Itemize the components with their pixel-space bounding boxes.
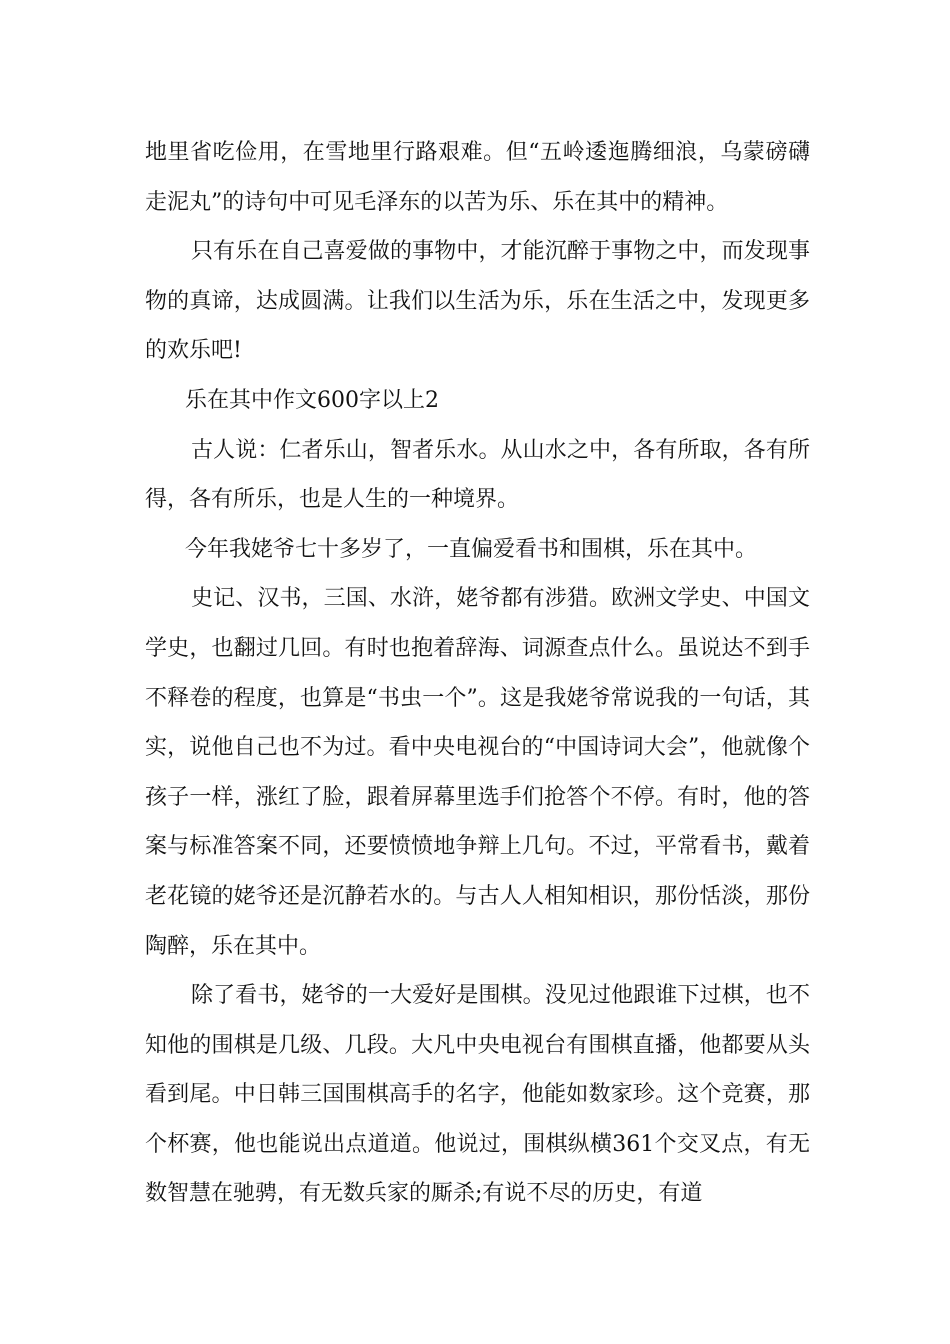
paragraph: 今年我姥爷七十多岁了，一直偏爱看书和围棋，乐在其中。 (185, 536, 758, 562)
paragraph: 古人说：仁者乐山，智者乐水。从山水之中，各有所取，各有所得，各有所乐，也是人生的一种境界。 (145, 437, 810, 513)
paragraph-continuation: 地里省吃俭用，在雪地里行路艰难。但“五岭逶迤腾细浪，乌蒙磅礴走泥丸”的诗句中可见毛泽东的以苦为乐、乐在其中的精神。 (145, 140, 810, 215)
section-heading: 乐在其中作文600字以上2 (185, 387, 439, 413)
paragraph: 只有乐在自己喜爱做的事物中，才能沉醉于事物之中，而发现事物的真谛，达成圆满。让我们以生活为乐，乐在生活之中，发现更多的欢乐吧! (145, 239, 810, 364)
paragraph: 除了看书，姥爷的一大爱好是围棋。没见过他跟谁下过棋，也不知他的围棋是几级、几段。大凡中央电视台有围棋直播，他都要从头看到尾。中日韩三国围棋高手的名字，他能如数家珍。这个竞赛，那个杯赛，他也能说出点道道。他说过，围棋纵横361个交叉点，有无数智慧在驰骋，有无数兵家的厮杀;有说不尽的历史，有道 (145, 983, 810, 1207)
document-body (145, 128, 810, 1219)
paragraph: 史记、汉书，三国、水浒，姥爷都有涉猎。欧洲文学史、中国文学史，也翻过几回。有时也抱着辞海、词源查点什么。虽说达不到手不释卷的程度，也算是“书虫一个”。这是我姥爷常说我的一句话，其实，说他自己也不为过。看中央电视台的“中国诗词大会”，他就像个孩子一样，涨红了脸，跟着屏幕里选手们抢答个不停。有时，他的答案与标准答案不同，还要愤愤地争辩上几句。不过，平常看书，戴着老花镜的姥爷还是沉静若水的。与古人人相知相识，那份恬淡，那份陶醉，乐在其中。 (145, 586, 810, 959)
